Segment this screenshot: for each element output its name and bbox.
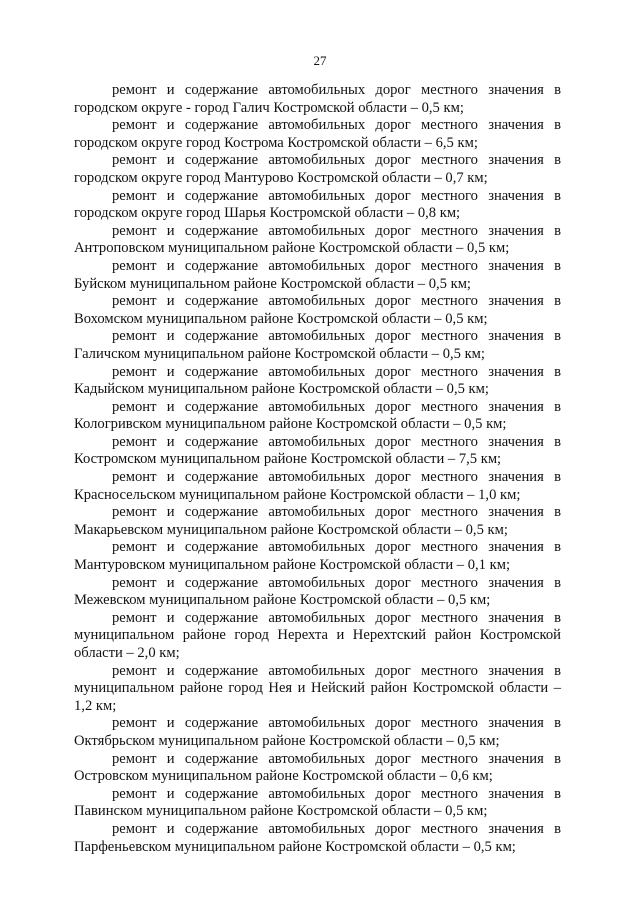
list-item: ремонт и содержание автомобильных дорог местного значения в Мантуровском муниципальном районе Костромской области – 0,1 км; <box>74 539 561 574</box>
list-item: ремонт и содержание автомобильных дорог местного значения в Кологривском муниципальном районе Костромской области – 0,5 км; <box>74 398 561 433</box>
list-item: ремонт и содержание автомобильных дорог местного значения в Макарьевском муниципальном районе Костромской области – 0,5 км; <box>74 504 561 538</box>
list-item: ремонт и содержание автомобильных дорог местного значения в городском округе город Шарья Костромской области – 0,8 км; <box>74 187 561 222</box>
list-item: ремонт и содержание автомобильных дорог местного значения в Костромском муниципальном районе Костромской области – 7,5 км; <box>74 433 561 468</box>
list-item: ремонт и содержание автомобильных дорог местного значения в Буйском муниципальном районе Костромской области – 0,5 км; <box>74 257 561 292</box>
list-item: ремонт и содержание автомобильных дорог местного значения в Парфеньевском муниципальном районе Костромской области – 0,5 км; <box>74 820 561 855</box>
list-item: ремонт и содержание автомобильных дорог местного значения в Кадыйском муниципальном районе Костромской области – 0,5 км; <box>74 363 561 398</box>
list-item: ремонт и содержание автомобильных дорог местного значения в городском округе - город Галич Костромской области – 0,5 км; <box>74 82 561 116</box>
list-item: ремонт и содержание автомобильных дорог местного значения в городском округе город Мантурово Костромской области – 0,7 км; <box>74 152 561 186</box>
list-item: ремонт и содержание автомобильных дорог местного значения в Межевском муниципальном районе Костромской области – 0,5 км; <box>74 574 561 609</box>
list-item: ремонт и содержание автомобильных дорог местного значения в муниципальном районе город Нерехта и Нерехтский район Костромской области – 2,0 км; <box>74 609 561 661</box>
list-item: ремонт и содержание автомобильных дорог местного значения в Островском муниципальном районе Костромской области – 0,6 км; <box>74 750 561 785</box>
list-item: ремонт и содержание автомобильных дорог местного значения в Вохомском муниципальном районе Костромской области – 0,5 км; <box>74 293 561 327</box>
list-item: ремонт и содержание автомобильных дорог местного значения в Павинском муниципальном районе Костромской области – 0,5 км; <box>74 785 561 820</box>
document-body <box>74 82 561 856</box>
list-item: ремонт и содержание автомобильных дорог местного значения в Красносельском муниципальном районе Костромской области – 1,0 км; <box>74 469 561 503</box>
list-item: ремонт и содержание автомобильных дорог местного значения в Галичском муниципальном районе Костромской области – 0,5 км; <box>74 328 561 362</box>
list-item: ремонт и содержание автомобильных дорог местного значения в муниципальном районе город Нея и Нейский район Костромской области – 1,2 км; <box>74 662 561 714</box>
page-number: 27 <box>313 53 327 68</box>
list-item: ремонт и содержание автомобильных дорог местного значения в городском округе город Кострома Костромской области – 6,5 км; <box>74 117 561 151</box>
list-item: ремонт и содержание автомобильных дорог местного значения в Антроповском муниципальном районе Костромской области – 0,5 км; <box>74 222 561 257</box>
list-item: ремонт и содержание автомобильных дорог местного значения в Октябрьском муниципальном районе Костромской области – 0,5 км; <box>74 715 561 749</box>
